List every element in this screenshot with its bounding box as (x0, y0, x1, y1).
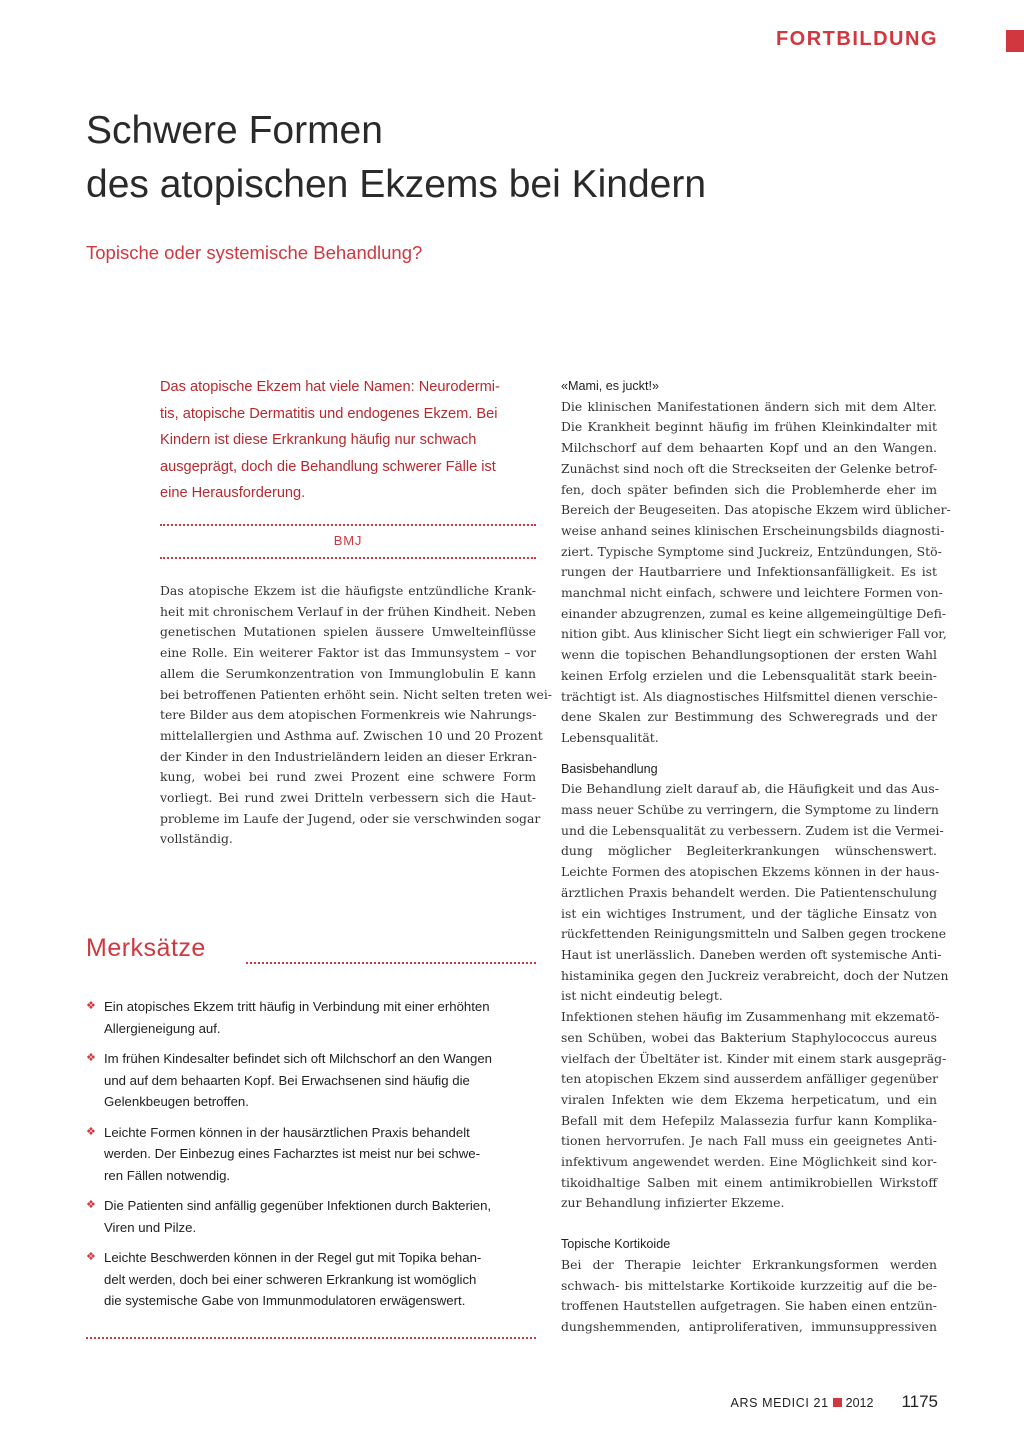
merksatz-line: Die Patienten sind anfällig gegenüber Infektionen durch Bakterien, (104, 1198, 492, 1213)
lead-line: Das atopische Ekzem hat viele Namen: Neurodermi- (160, 379, 500, 395)
body-line: tikoidhaltige Salben mit einem antimikrobiellen Wirkstoff (561, 1174, 937, 1190)
body-line: vorliegt. Bei rund zwei Dritteln verbessern sich die Haut- (160, 790, 536, 806)
body-line: zur Behandlung infizierter Ekzeme. (561, 1195, 785, 1211)
body-line: mittelallergien und Asthma auf. Zwischen 10 und 20 Prozent (160, 727, 543, 743)
body-line: Zunächst sind noch oft die Streckseiten der Gelenke betrof- (561, 460, 938, 476)
body-line: Die Behandlung zielt darauf ab, die Häufigkeit und das Aus- (561, 781, 939, 797)
page-number: 1175 (901, 1392, 938, 1411)
merksatz-line: Gelenkbeugen betroffen. (104, 1094, 249, 1109)
body-line: Haut ist unerlässlich. Daneben werden oft systemische Anti- (561, 946, 942, 962)
body-line: ten atopischen Ekzem sind ausserdem anfälliger gegenüber (561, 1071, 939, 1087)
section-body (561, 779, 949, 1214)
body-line: manchmal nicht einfach, schwere und leichtere Formen von- (561, 585, 943, 601)
article-subtitle: Topische oder systemische Behandlung? (86, 242, 423, 263)
merksatz-line: Ein atopisches Ekzem tritt häufig in Verbindung mit einer erhöhten (104, 999, 490, 1014)
body-line: rungen der Hautbarriere und Infektionsanfälligkeit. Es ist (561, 564, 937, 580)
merksaetze-heading: Merksätze (86, 934, 206, 962)
section-body (561, 397, 951, 749)
body-line: bei betroffenen Patienten erhöht sein. Nicht selten treten wei- (160, 686, 552, 702)
divider-top (160, 524, 536, 526)
body-line: keinen Erfolg erzielen und die Lebensqualität stark beein- (561, 667, 937, 683)
journal-year: 2012 (845, 1396, 874, 1410)
right-column (561, 376, 951, 1338)
body-line: nition gibt. Aus klinischer Sicht liegt ein schwieriger Fall vor, (561, 626, 947, 642)
body-line: Befall mit dem Hefepilz Malassezia furfur kann Komplika- (561, 1112, 937, 1128)
merksaetze-list (86, 996, 536, 1321)
merksatz-line: Viren und Pilze. (104, 1219, 197, 1235)
body-line: Infektionen stehen häufig im Zusammenhang mit ekzematö- (561, 1009, 940, 1025)
body-line: der Kinder in den Industrieländern leiden an dieser Erkran- (160, 748, 537, 764)
body-line: vielfach der Übeltäter ist. Kinder mit einem stark ausgepräg- (561, 1050, 947, 1066)
body-line: schwach- bis mittelstarke Kortikoide kurzzeitig auf die be- (561, 1277, 937, 1293)
body-line: Die klinischen Manifestationen ändern sich mit dem Alter. (561, 398, 937, 414)
lead-line: tis, atopische Dermatitis und endogenes Ekzem. Bei (160, 405, 498, 422)
merksatz-item (86, 1195, 536, 1238)
body-line: genetischen Mutationen spielen äussere Umwelteinflüsse (160, 624, 536, 640)
body-line: trächtigt ist. Als diagnostisches Hilfsmittel dienen verschie- (561, 688, 938, 704)
section-marker (1006, 30, 1024, 52)
body-line: Leichte Formen des atopischen Ekzems können in der haus- (561, 864, 940, 880)
merksatz-line: Im frühen Kindesalter befindet sich oft Milchschorf an den Wangen (104, 1051, 493, 1066)
divider-bottom (160, 557, 536, 559)
section-heading: Topische Kortikoide (561, 1237, 671, 1252)
body-line: Bereich der Beugeseiten. Das atopische Ekzem wird üblicher- (561, 502, 951, 518)
body-line: Milchschorf auf dem behaarten Kopf und an den Wangen. (561, 440, 937, 456)
body-line: histaminika gegen den Juckreiz verabreicht, doch der Nutzen (561, 967, 949, 983)
lead-line: Kindern ist diese Erkrankung häufig nur schwach (160, 432, 477, 448)
body-line: Bei der Therapie leichter Erkrankungsformen werden (561, 1256, 937, 1272)
section-heading: «Mami, es juckt!» (561, 379, 659, 393)
diamond-bullet-icon: ❖ (86, 1199, 96, 1211)
merksatz-line: delt werden, doch bei einer schweren Erkrankung ist womöglich (104, 1271, 477, 1287)
merksaetze-bottom-rule (86, 1337, 536, 1339)
body-line: eine Rolle. Ein weiterer Faktor ist das Immunsystem – vor (160, 645, 536, 661)
lead-line: eine Herausforderung. (160, 485, 306, 501)
merksatz-line: die systemische Gabe von Immunmodulatoren erwägenswert. (104, 1293, 466, 1308)
journal-name: ARS MEDICI 21 (730, 1396, 829, 1410)
lead-paragraph (160, 374, 538, 507)
diamond-bullet-icon: ❖ (86, 1000, 96, 1012)
footer-square-icon (833, 1398, 842, 1407)
section-label: FORTBILDUNG (775, 28, 938, 50)
body-line: viralen Infekten wie dem Ekzema herpeticatum, und ein (561, 1091, 937, 1107)
body-line: ist ein wichtiges Instrument, und der tägliche Einsatz von (561, 905, 937, 921)
body-line: ist nicht eindeutig belegt. (561, 988, 723, 1004)
merksatz-line: Allergieneigung auf. (104, 1020, 221, 1036)
body-line: wenn die topischen Behandlungsoptionen der ersten Wahl (561, 647, 937, 663)
merksatz-line: Leichte Formen können in der hausärztlichen Praxis behandelt (104, 1124, 470, 1140)
body-line: probleme im Laufe der Jugend, oder sie verschwinden sogar (160, 810, 541, 826)
merksatz-item (86, 1247, 536, 1312)
article-title (86, 104, 946, 212)
body-line: troffenen Hautstellen aufgetragen. Sie haben einen entzün- (561, 1298, 937, 1314)
left-body-text (160, 581, 552, 850)
body-line: ärztlichen Praxis behandelt werden. Die Patientenschulung (561, 884, 937, 900)
article-section (561, 376, 951, 749)
body-line: tionen hervorrufen. Je nach Fall muss ein geeignetes Anti- (561, 1133, 937, 1149)
section-body (561, 1255, 937, 1338)
diamond-bullet-icon: ❖ (86, 1251, 96, 1263)
article-section (561, 759, 949, 1214)
body-line: und die Lebensqualität zu verbessern. Zudem ist die Vermei- (561, 822, 944, 838)
merksatz-line: ren Fällen notwendig. (104, 1167, 231, 1183)
body-line: weise anhand seines klinischen Erscheinungsbilds diagnosti- (561, 522, 945, 538)
body-line: dungshemmenden, antiproliferativen, immunsuppressiven (561, 1318, 937, 1334)
diamond-bullet-icon: ❖ (86, 1125, 96, 1138)
body-line: Die Krankheit beginnt häufig im frühen Kleinkindalter mit (561, 419, 937, 435)
body-line: kung, wobei bei rund zwei Prozent eine schwere Form (160, 769, 536, 785)
article-section (561, 1234, 937, 1338)
merksatz-line: Leichte Beschwerden können in der Regel gut mit Topika behan- (104, 1250, 482, 1265)
page-footer (731, 1392, 938, 1412)
body-line: dung möglicher Begleiterkrankungen wünschenswert. (561, 843, 937, 859)
title-line: Schwere Formen (86, 109, 383, 152)
body-line: dene Skalen zur Bestimmung des Schweregrads und der (561, 709, 937, 725)
title-line: des atopischen Ekzems bei Kindern (86, 163, 707, 206)
body-line: sen Schüben, wobei das Bakterium Staphylococcus aureus (561, 1029, 937, 1045)
body-line: heit mit chronischem Verlauf in der frühen Kindheit. Neben (160, 603, 536, 619)
author-credit: BMJ (333, 533, 363, 548)
merksatz-line: und auf dem behaarten Kopf. Bei Erwachsenen sind häufig die (104, 1072, 470, 1088)
section-heading: Basisbehandlung (561, 761, 658, 776)
merksaetze-heading-rule (246, 962, 536, 964)
lead-line: ausgeprägt, doch die Behandlung schwerer Fälle ist (160, 458, 496, 475)
merksatz-line: werden. Der Einbezug eines Facharztes ist meist nur bei schwe- (104, 1146, 481, 1161)
body-line: rückfettenden Reinigungsmitteln und Salben gegen trockene (561, 926, 947, 942)
merksatz-item (86, 996, 536, 1039)
body-line: infektivum angewendet werden. Eine Möglichkeit sind kor- (561, 1154, 937, 1170)
body-line: einander abzugrenzen, zumal es keine allgemeingültige Defi- (561, 605, 947, 621)
merksatz-item (86, 1122, 536, 1187)
merksatz-item (86, 1048, 536, 1113)
body-line: fen, doch später befinden sich die Problemherde eher im (561, 481, 937, 497)
body-line: mass neuer Schübe zu verringern, die Symptome zu lindern (561, 802, 939, 818)
body-line: vollständig. (160, 831, 233, 847)
body-line: Das atopische Ekzem ist die häufigste entzündliche Krank- (160, 583, 536, 598)
diamond-bullet-icon: ❖ (86, 1052, 96, 1064)
body-line: tere Bilder aus dem atopischen Formenkreis wie Nahrungs- (160, 707, 537, 723)
body-line: allem die Serumkonzentration von Immunglobulin E kann (160, 665, 536, 681)
body-line: ziert. Typische Symptome sind Juckreiz, Entzündungen, Stö- (561, 543, 942, 559)
body-line: Lebensqualität. (561, 729, 659, 745)
